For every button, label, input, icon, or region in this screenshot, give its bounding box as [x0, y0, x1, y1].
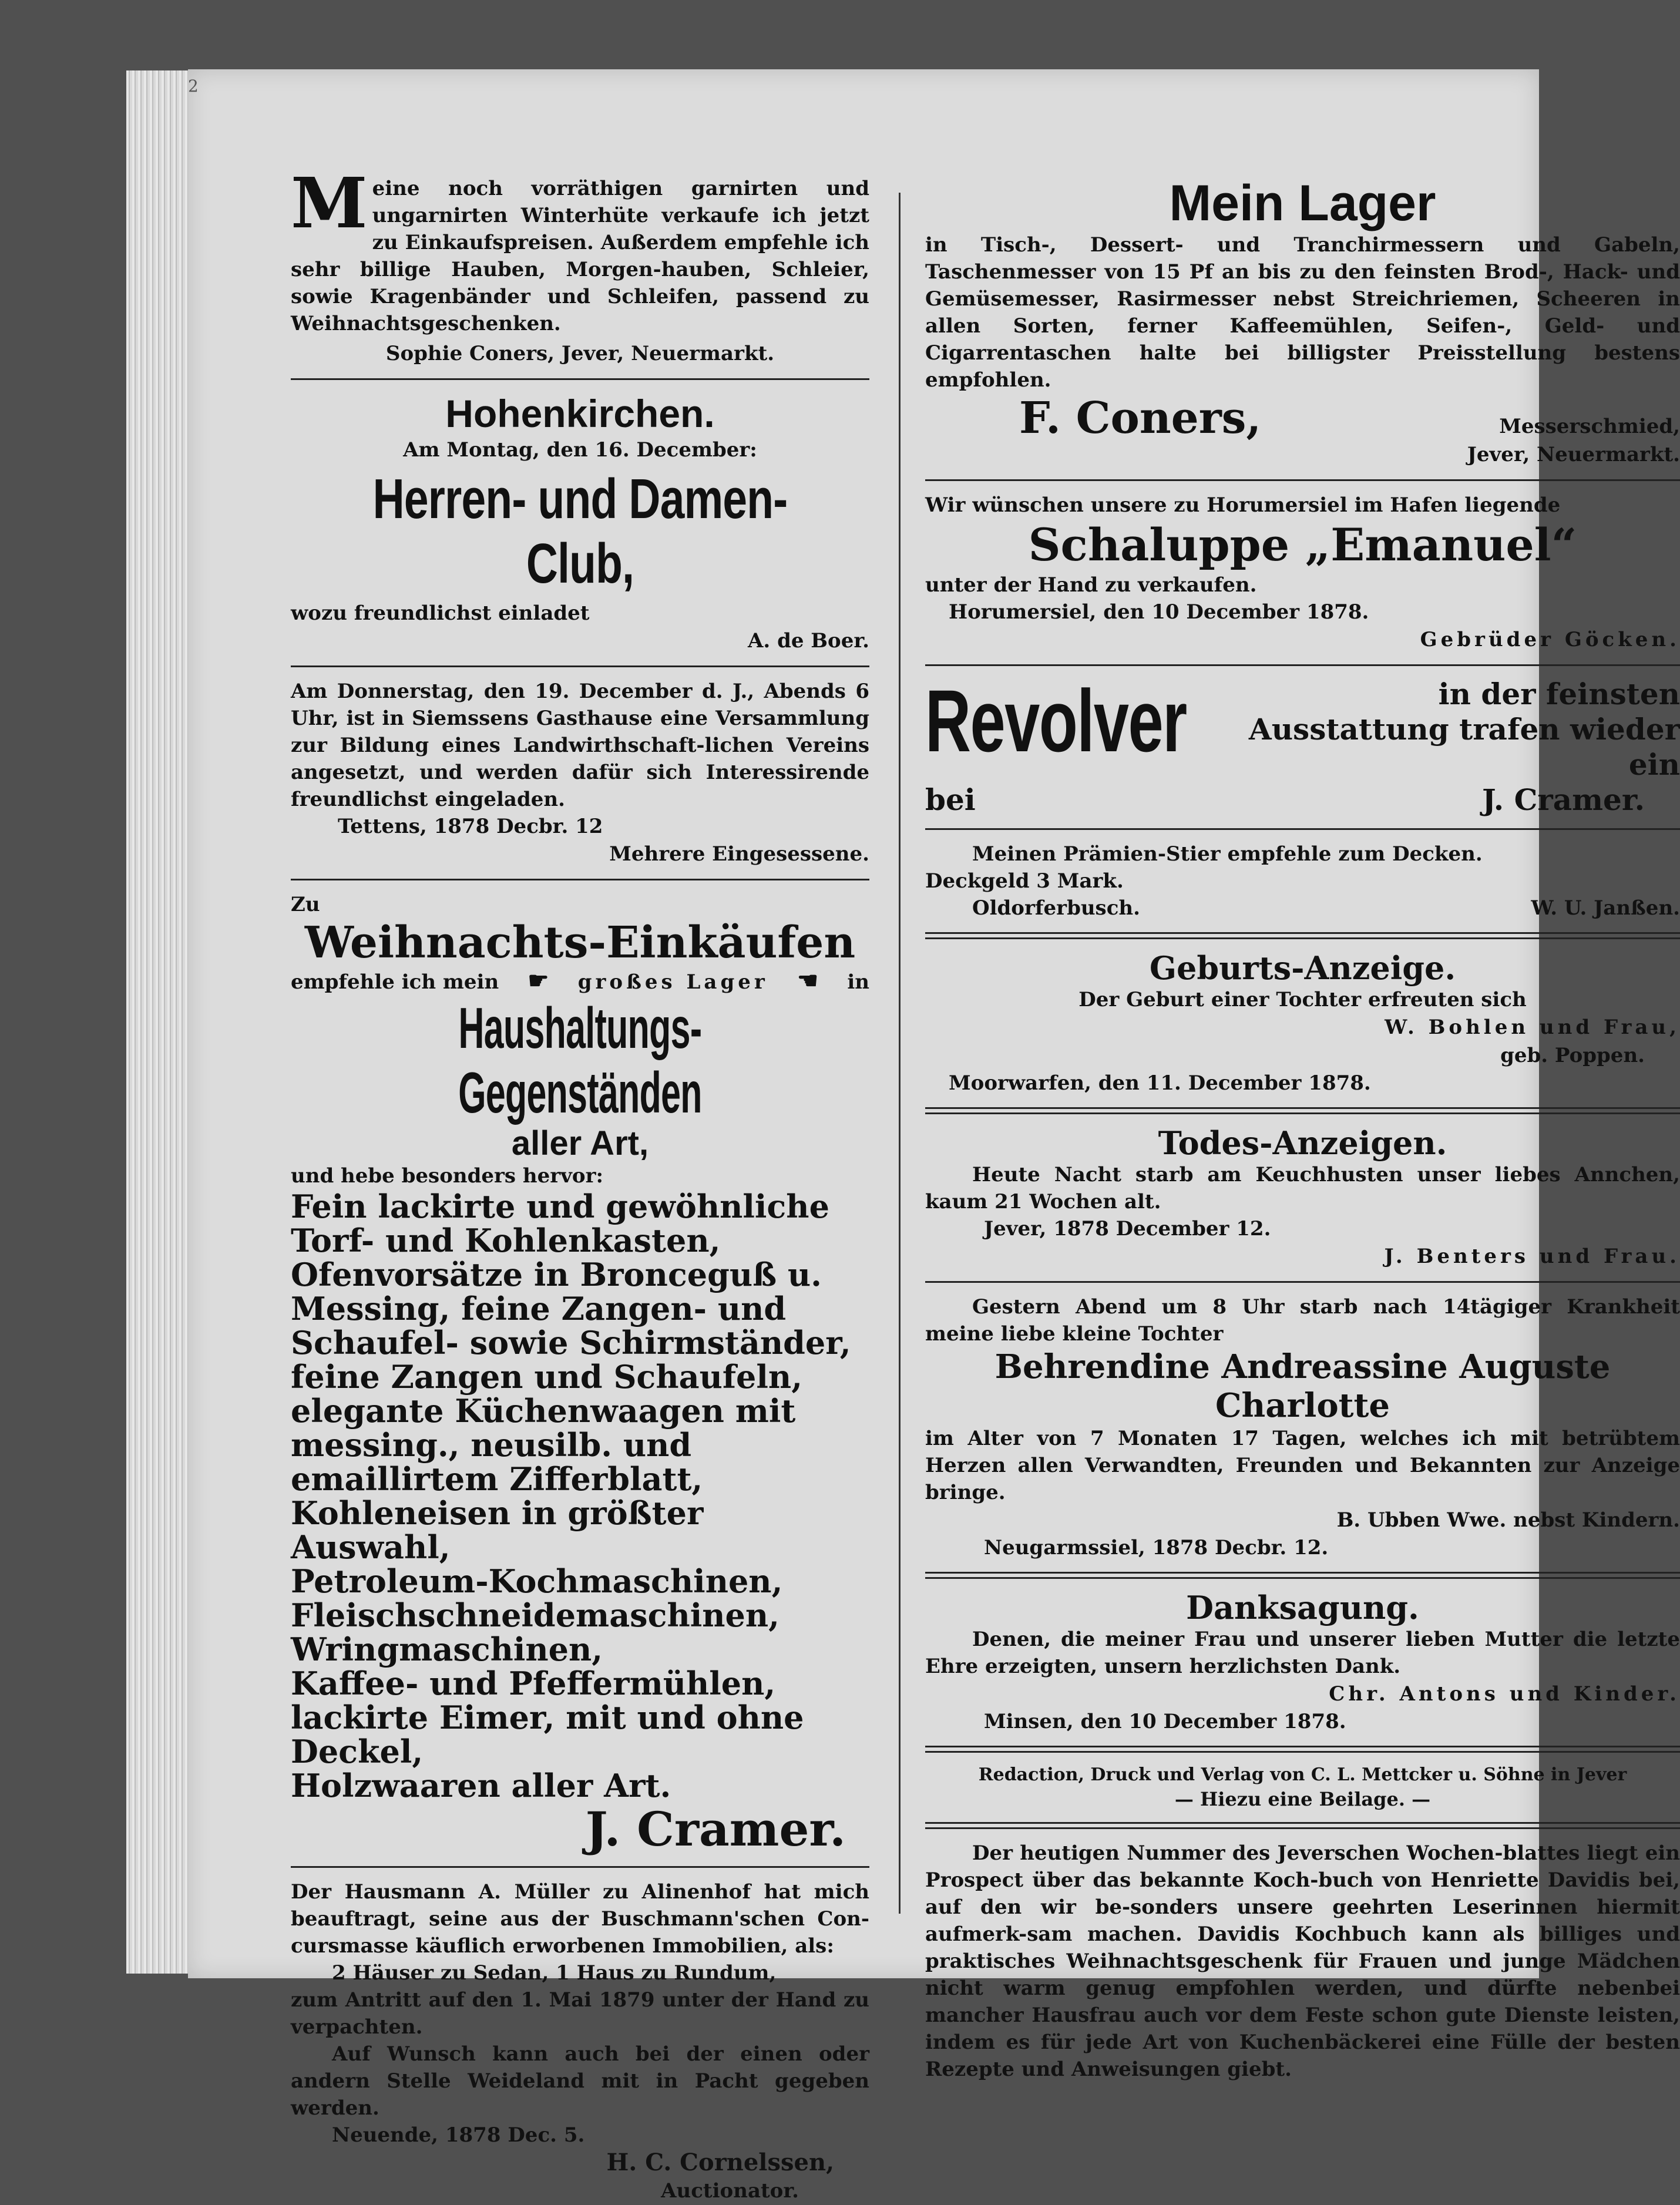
mueller-lease-ad [291, 1878, 869, 2205]
hohenkirchen-date: Am Montag, den 16. December: [403, 438, 757, 462]
list-item: Fleischschneidemaschinen, [291, 1596, 779, 1634]
list-item: Holzwaaren aller Art. [291, 1767, 671, 1804]
list-item: Petroleum-Kochmaschinen, [291, 1562, 783, 1600]
right-column [925, 175, 1680, 2083]
mueller-text-2: zum Antritt auf den 1. Mai 1879 unter der Hand zu verpachten. [291, 1988, 869, 2039]
lager-trade: Messerschmied, [1499, 415, 1680, 438]
drop-cap: M [291, 162, 368, 244]
cramer-zu: Zu [291, 893, 320, 916]
double-divider-rule [925, 1572, 1680, 1579]
pointing-hand-icon: ☛ [527, 967, 549, 994]
left-column [291, 162, 869, 2205]
cramer-sub-heading: aller Art, [511, 1124, 649, 1162]
imprint [925, 1763, 1680, 1811]
revolver-bei: bei [925, 782, 976, 817]
tod-title: Todes-Anzeigen. [1158, 1124, 1447, 1162]
mueller-text-3: Auf Wunsch kann auch bei der einen oder andern Stelle Weideland mit in Pacht gegeben werden. [291, 2042, 869, 2120]
newspaper-page [188, 69, 1680, 2203]
stier-text: Meinen Prämien-Stier empfehle zum Decken. [972, 842, 1483, 866]
mueller-houses: 2 Häuser zu Sedan, 1 Haus zu Rundum, [332, 1961, 777, 1985]
double-divider-rule [925, 1746, 1680, 1753]
cramer-big-heading: Haushaltungs-Gegenständen [458, 996, 702, 1125]
lager-ad [925, 175, 1680, 469]
dank-text: Denen, die meiner Frau und unserer lieben Mutter die letzte Ehre erzeigten, unsern herzlichsten Dank. [925, 1628, 1680, 1678]
geburt-text: Der Geburt einer Tochter erfreuten sich [1078, 988, 1527, 1011]
invite-text: wozu freundlichst einladet [291, 601, 590, 625]
tod-place-date: Jever, 1878 December 12. [984, 1217, 1271, 1241]
double-divider-rule [925, 932, 1680, 939]
tod-ad [925, 1125, 1680, 1561]
dank-signature: Chr. Antons und Kinder. [1329, 1682, 1680, 1706]
imprint-text: Redaction, Druck und Verlag von C. L. Mettcker u. Söhne in Jever [978, 1764, 1627, 1785]
club-name: Herren- und Damen-Club, [372, 468, 788, 595]
page-number: 2 [188, 76, 199, 96]
hohenkirchen-ad [291, 391, 869, 655]
deceased-name: Behrendine Andreassine Auguste Charlotte [994, 1347, 1611, 1425]
verein-text: Am Donnerstag, den 19. December d. J., Abends 6 Uhr, ist in Siemssens Gasthause eine Versammlung zur Bildung eines Landwirthschaft-lichen Vereins angesetzt, und werden dafür sich Interessirende freundlichst eingeladen. [291, 680, 869, 811]
divider-rule [291, 1866, 869, 1868]
beilage-note: — Hiezu eine Beilage. — [1174, 1788, 1431, 1810]
divider-rule [925, 1281, 1680, 1283]
dank-place-date: Minsen, den 10 December 1878. [984, 1710, 1346, 1733]
cramer-intro-3: in [847, 970, 869, 994]
revolver-signature: J. Cramer. [1481, 782, 1645, 817]
mueller-title: Auctionator. [661, 2179, 799, 2203]
lager-text: in Tisch-, Dessert- und Tranchirmessern und Gabeln, Taschenmesser von 15 Pf an bis zu den feinsten Brod-, Hack- und Gemüsemesser, Rasirmesser nebst Streichriemen, Scheeren in allen Sorten, ferner Kaffeemühlen, Seifen-, Geld- und Cigarrentaschen halte bei billigster Preisstellung bestens empfohlen. [925, 233, 1680, 392]
cramer-intro-1: empfehle ich mein [291, 970, 499, 994]
stier-ad [925, 841, 1680, 922]
revolver-side-text: in der feinsten Ausstattung trafen wieder ein [1248, 677, 1680, 782]
verein-place-date: Tettens, 1878 Decbr. 12 [338, 815, 603, 838]
hohenkirchen-title: Hohenkirchen. [445, 392, 715, 435]
schaluppe-text-2: unter der Hand zu verkaufen. [925, 573, 1257, 597]
geburt-place-date: Moorwarfen, den 11. December 1878. [949, 1071, 1371, 1095]
lager-address: Jever, Neuermarkt. [1467, 443, 1680, 466]
davidis-text: Der heutigen Nummer des Jeverschen Wochen-blattes liegt ein Prospect über das bekannte Koch-buch von Henriette Davidis bei, auf den wir be-sonders unsere geehrten Leserinnen hiermit aufmerk-sam machen. Davidis Kochbuch kann als billiges und praktisches Weihnachtsgeschenk für Frauen und junge Mädchen nicht warm genug empfohlen werden, und dürfte nebenbei mancher Hausfrau auch vor dem Feste schon gute Dienste leisten, indem es für jede Art von Kuchenbäckerei eine Fülle der besten Rezepte und Anweisungen giebt. [925, 1841, 1680, 2081]
verein-ad [291, 678, 869, 868]
pointing-hand-left-icon: ☚ [797, 967, 818, 994]
geburt-ad [925, 950, 1680, 1097]
geburt-title: Geburts-Anzeige. [1149, 949, 1456, 987]
divider-rule [925, 664, 1680, 666]
stier-signature: W. U. Janßen. [1531, 896, 1680, 920]
davidis-notice [925, 1840, 1680, 2083]
tod-place-date-2: Neugarmssiel, 1878 Decbr. 12. [984, 1536, 1329, 1559]
divider-rule [925, 479, 1680, 481]
tod-signature-2: B. Ubben Wwe. nebst Kindern. [1336, 1508, 1680, 1532]
schaluppe-place-date: Horumersiel, den 10 December 1878. [949, 600, 1369, 624]
column-divider [899, 193, 901, 1914]
list-item: Ofenvorsätze in Bronceguß u. Messing, feine Zangen- und Schaufel- sowie Schirmständer, [291, 1256, 851, 1362]
revolver-word: Revolver [925, 671, 1187, 770]
cramer-heading: Weihnachts-Einkäufen [304, 917, 856, 968]
tod-text-3: im Alter von 7 Monaten 17 Tagen, welches ich mit betrübtem Herzen allen Verwandten, Freunden und Bekannten zur Anzeige bringe. [925, 1427, 1680, 1504]
list-item: elegante Küchenwaagen mit messing., neusilb. und emaillirtem Zifferblatt, [291, 1392, 796, 1498]
cramer-signature: J. Cramer. [585, 1801, 846, 1857]
coners-ad-signature: Sophie Coners, Jever, Neuermarkt. [385, 342, 775, 365]
double-divider-rule [925, 1822, 1680, 1829]
divider-rule [925, 828, 1680, 830]
lager-signature: F. Coners, [1019, 393, 1262, 443]
dank-ad [925, 1589, 1680, 1735]
mueller-text: Der Hausmann A. Müller zu Alinenhof hat mich beauftragt, seine aus der Buschmann'schen Con-cursmasse käuflich erworbenen Immobilien, als: [291, 1880, 869, 1958]
mueller-signature: H. C. Cornelssen, [606, 2149, 834, 2176]
divider-rule [291, 378, 869, 380]
tod-signature: J. Benters und Frau. [1384, 1245, 1680, 1268]
divider-rule [291, 879, 869, 880]
schaluppe-signature: Gebrüder Göcken. [1420, 628, 1680, 651]
schaluppe-title: Schaluppe „Emanuel“ [1028, 519, 1577, 571]
coners-ad-text: eine noch vorräthigen garnirten und ungarnirten Winterhüte verkaufe ich jetzt zu Einkaufspreisen. Außerdem empfehle ich sehr billige Hauben, Morgen-hauben, Schleier, sowie Kragenbänder und Schleifen, passend zu Weihnachtsgeschenken. [291, 177, 869, 335]
list-item: Kaffee- und Pfeffermühlen, [291, 1665, 776, 1702]
hohenkirchen-signature: A. de Boer. [748, 629, 869, 653]
cramer-christmas-ad [291, 891, 869, 1856]
cramer-intro-2: großes Lager [577, 970, 768, 994]
cramer-lead: und hebe besonders hervor: [291, 1164, 604, 1188]
schaluppe-text: Wir wünschen unsere zu Horumersiel im Hafen liegende [925, 493, 1561, 517]
cramer-item-list [291, 1189, 869, 1803]
geburt-names: W. Bohlen und Frau, [1385, 1016, 1680, 1039]
divider-rule [291, 665, 869, 667]
list-item: Wringmaschinen, [291, 1631, 603, 1668]
coners-hat-ad [291, 162, 869, 368]
mueller-place-date: Neuende, 1878 Dec. 5. [332, 2123, 585, 2147]
stier-place: Oldorferbusch. [972, 896, 1140, 920]
schaluppe-ad [925, 492, 1680, 654]
tod-text: Heute Nacht starb am Keuchhusten unser liebes Annchen, kaum 21 Wochen alt. [925, 1163, 1680, 1214]
list-item: lackirte Eimer, mit und ohne Deckel, [291, 1699, 804, 1770]
dank-title: Danksagung. [1186, 1589, 1419, 1626]
geburt-born: geb. Poppen. [1500, 1044, 1645, 1067]
tod-text-2: Gestern Abend um 8 Uhr starb nach 14tägiger Krankheit meine liebe kleine Tochter [925, 1295, 1680, 1346]
list-item: Fein lackirte und gewöhnliche Torf- und Kohlenkasten, [291, 1188, 829, 1259]
lager-title: Mein Lager [1169, 175, 1436, 231]
verein-signature: Mehrere Eingesessene. [609, 842, 869, 866]
double-divider-rule [925, 1107, 1680, 1114]
list-item: feine Zangen und Schaufeln, [291, 1358, 802, 1396]
stier-fee: Deckgeld 3 Mark. [925, 869, 1124, 893]
revolver-ad [925, 671, 1680, 818]
list-item: Kohleneisen in größter Auswahl, [291, 1494, 704, 1566]
